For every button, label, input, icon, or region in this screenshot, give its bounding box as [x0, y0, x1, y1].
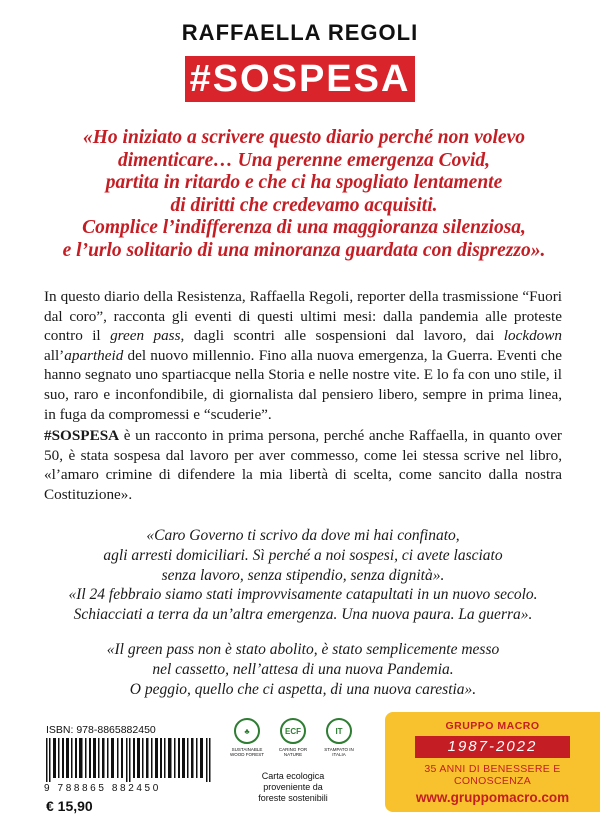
made-in-italy-badge [320, 718, 358, 757]
quote-line: Complice l’indifferenza di una maggioranza silenziosa, [82, 217, 526, 238]
quote-block-1 [44, 526, 562, 586]
blurb-paragraph-2: #SOSPESA è un racconto in prima persona, perché anche Raffaella, in quanto over 50, è stata sospesa dal lavoro per aver commesso, come lei stessa scrive nel libro, «l’amaro crimine di difendere la mia libertà di scelta, come sancito dalla nostra Costituzione». [44, 427, 562, 503]
quote-line: «Caro Governo ti scrivo da dove mi hai confinato, [146, 527, 460, 544]
price: € 15,90 [46, 798, 93, 814]
blurb-paragraph-1: In questo diario della Resistenza, Raffaella Regoli, reporter della trasmissione “Fuori dal coro”, racconta gli eventi di questi ultimi mesi: dalla pandemia alle proteste contro il green pass, dagli scontri alle sospensioni dal lavoro, dai lockdown all’apartheid del nuovo millennio. Fino alla nuova emergenza, la Guerra. Eventi che hanno segnato uno spartiacque nella Storia e nelle nostre vite. E lo fa con uno stile, il suo, raro e inconfondibile, di giornalista dal pensiero libero, sempre in prima linea, in fuga da compromessi e “scuderie”. [44, 288, 562, 423]
tree-icon: ♣ [234, 718, 260, 744]
author-name: RAFFAELLA REGOLI [181, 20, 419, 45]
anniversary-years: 1987-2022 [415, 736, 570, 758]
eco-caption: CARING FOR NATURE [278, 747, 308, 757]
italy-icon: IT [326, 718, 352, 744]
publisher-name: GRUPPO MACRO [445, 720, 540, 732]
quote-line: senza lavoro, senza stipendio, senza dignità». [161, 567, 445, 584]
eco-caption: STAMPATO IN ITALIA [324, 747, 354, 757]
quote-line: e l’urlo solitario di una minoranza guardata con disprezzo». [62, 239, 546, 261]
quote-block-2 [44, 585, 562, 625]
quote-line: di diritti che credevamo acquisiti. [170, 194, 438, 216]
publisher-banner [385, 712, 600, 812]
sustainable-wood-badge [228, 718, 266, 757]
quote-line: dimenticare… Una perenne emergenza Covid, [117, 149, 491, 171]
publisher-tagline: 35 ANNI DI BENESSERE E CONOSCENZA [424, 763, 561, 787]
publisher-url[interactable]: www.gruppomacro.com [415, 790, 570, 805]
ecf-badge [274, 718, 312, 757]
eco-certification [228, 718, 358, 804]
barcode-number: 9 788865 882450 [44, 783, 161, 794]
eco-caption: SUSTAINABLE WOOD FOREST [230, 747, 264, 757]
quote-block-3 [44, 640, 562, 700]
isbn-label: ISBN: 978-8865882450 [46, 724, 156, 736]
quote-line: «Il 24 febbraio siamo stati improvvisamente catapultati in un nuovo secolo. [68, 586, 538, 603]
book-title: #SOSPESA [185, 56, 415, 102]
quote-line: «Ho iniziato a scrivere questo diario perché non volevo [83, 127, 525, 148]
ecf-icon: ECF [280, 718, 306, 744]
eco-paper-note: Carta ecologica proveniente da foreste sostenibili [258, 771, 328, 803]
quote-line: Schiacciati a terra da un’altra emergenza. Una nuova paura. La guerra». [73, 606, 533, 623]
quote-line: partita in ritardo e che ci ha spogliato lentamente [105, 172, 503, 193]
barcode-icon [44, 738, 214, 782]
quote-line: nel cassetto, nell’attesa di una nuova Pandemia. [152, 661, 454, 678]
quote-line: O peggio, quello che ci aspetta, di una nuova carestia». [129, 681, 477, 698]
quote-line: «Il green pass non è stato abolito, è stato semplicemente messo [106, 641, 500, 658]
featured-quote [44, 127, 564, 262]
quote-line: agli arresti domiciliari. Sì perché a noi sospesi, ci avete lasciato [103, 547, 503, 564]
blurb-text [44, 287, 562, 505]
